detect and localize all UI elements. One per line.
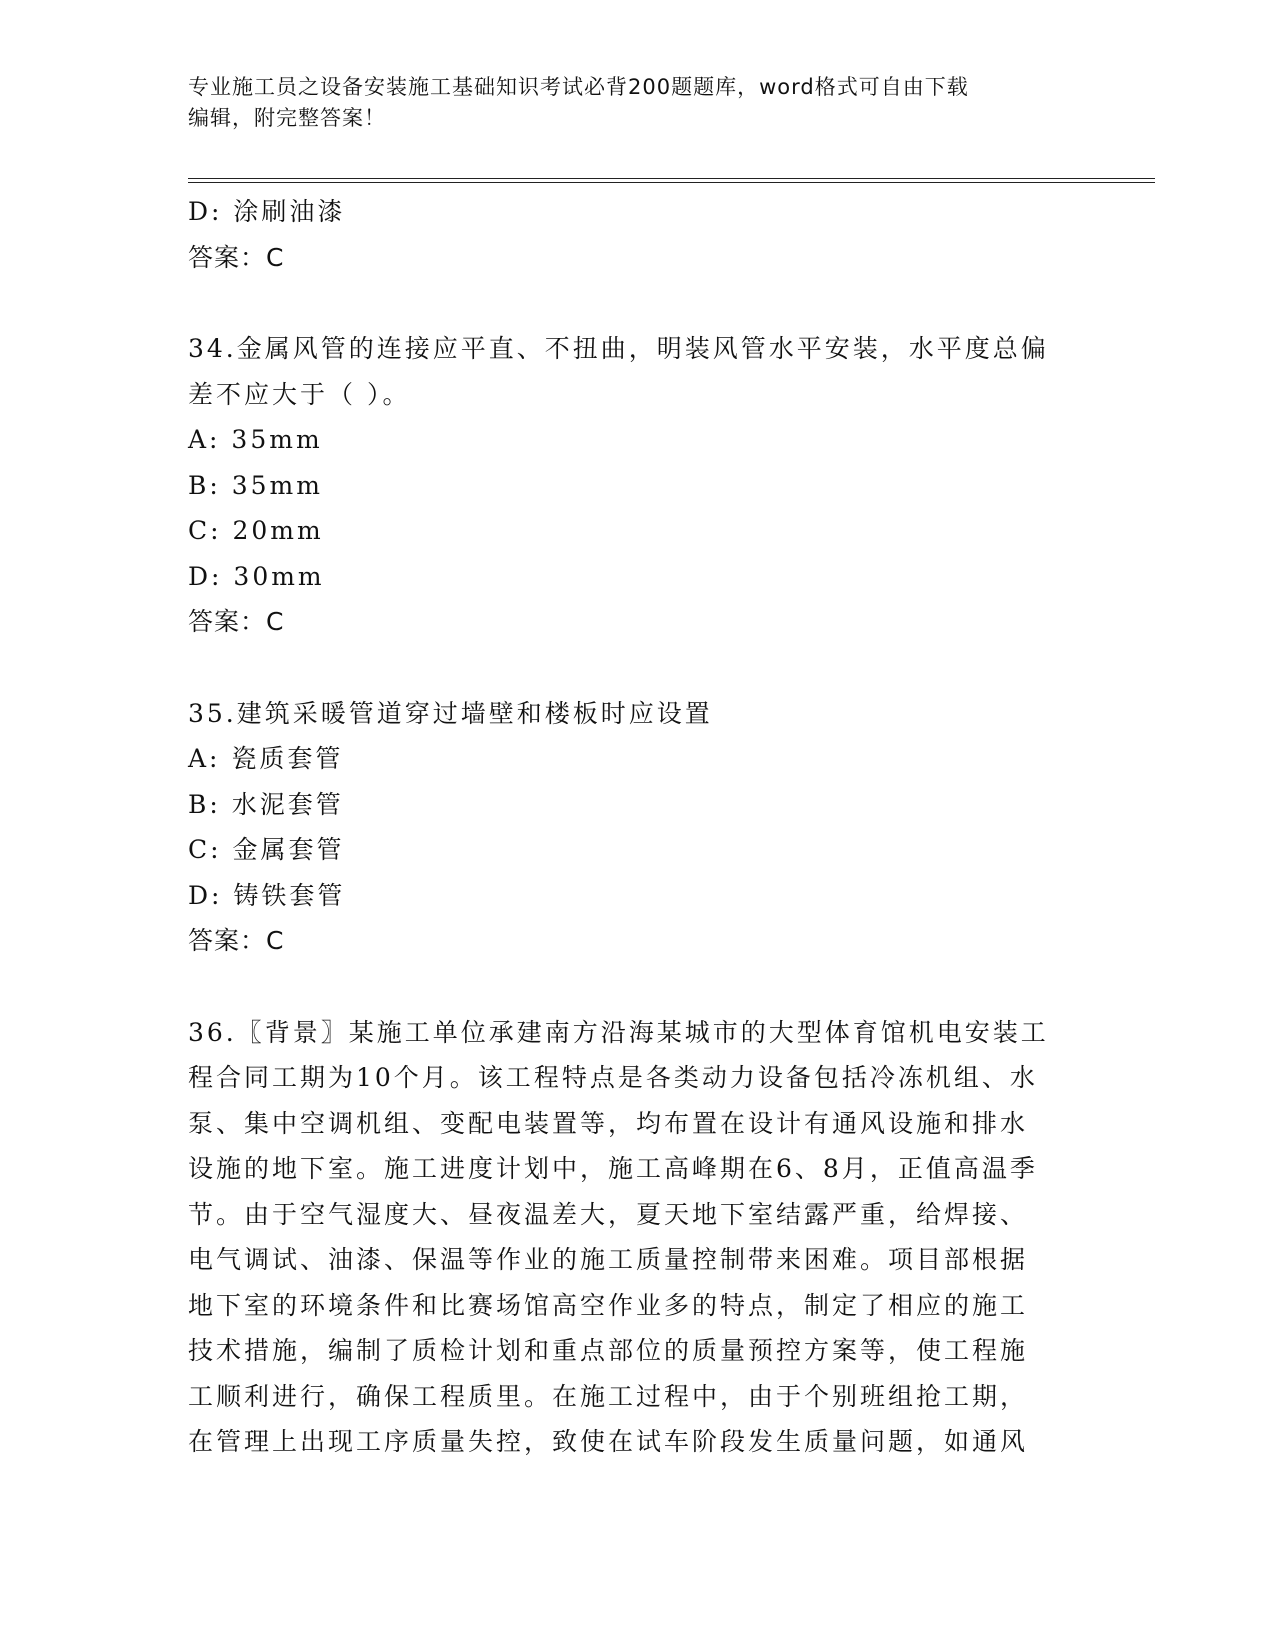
document-title-line-1: 专业施工员之设备安装施工基础知识考试必背200题题库，word格式可自由下载 [188,75,969,99]
question-text-line: 工顺利进行，确保工程质里。在施工过程中，由于个别班组抢工期， [188,1381,1029,1411]
question-text-line: 节。由于空气湿度大、昼夜温差大，夏天地下室结露严重，给焊接、 [188,1199,1029,1229]
spacer [188,280,1088,326]
option-d: D: 铸铁套管 [188,880,346,910]
document-title-line-2: 编辑，附完整答案！ [188,106,386,130]
question-text-line: 技术措施，编制了质检计划和重点部位的质量预控方案等，使工程施 [188,1336,1029,1365]
question-35 [188,691,1088,964]
spacer [188,964,1088,1010]
answer-line: 答案：C [188,926,285,955]
question-text-line: 34.金属风管的连接应平直、不扭曲，明装风管水平安装，水平度总偏 [188,334,1049,363]
question-text-line: 设施的地下室。施工进度计划中，施工高峰期在6、8月，正值高温季 [188,1154,1038,1183]
document-body [188,189,1088,1465]
question-text-line: 地下室的环境条件和比赛场馆高空作业多的特点，制定了相应的施工 [188,1290,1029,1320]
option-a: A: 瓷质套管 [188,744,344,773]
answer-line: 答案：C [188,607,285,636]
option-c: C: 金属套管 [188,835,345,864]
question-text-line: 差不应大于（ ）。 [188,379,411,409]
option-a: A: 35mm [188,425,323,454]
document-header [188,72,1088,134]
header-double-rule [188,178,1155,183]
option-c: C: 20mm [188,516,324,545]
question-text-line: 程合同工期为10个月。该工程特点是各类动力设备包括冷冻机组、水 [188,1063,1038,1092]
spacer [188,645,1088,691]
question-text-line: 泵、集中空调机组、变配电装置等，均布置在设计有通风设施和排水 [188,1108,1029,1138]
option-d: D: 涂刷油漆 [188,197,346,226]
question-36 [188,1010,1088,1465]
answer-line: 答案：C [188,242,285,272]
question-text-line: 在管理上出现工序质量失控，致使在试车阶段发生质量问题，如通风 [188,1427,1029,1456]
option-b: B: 水泥套管 [188,789,344,819]
option-d: D: 30mm [188,561,325,591]
question-text-line: 36.〖背景〗某施工单位承建南方沿海某城市的大型体育馆机电安装工 [188,1017,1049,1047]
option-b: B: 35mm [188,470,323,500]
question-text-line: 电气调试、油漆、保温等作业的施工质量控制带来困难。项目部根据 [188,1245,1029,1274]
question-text-line: 35.建筑采暖管道穿过墙壁和楼板时应设置 [188,698,713,728]
previous-question-tail [188,189,1088,280]
question-34 [188,326,1088,645]
